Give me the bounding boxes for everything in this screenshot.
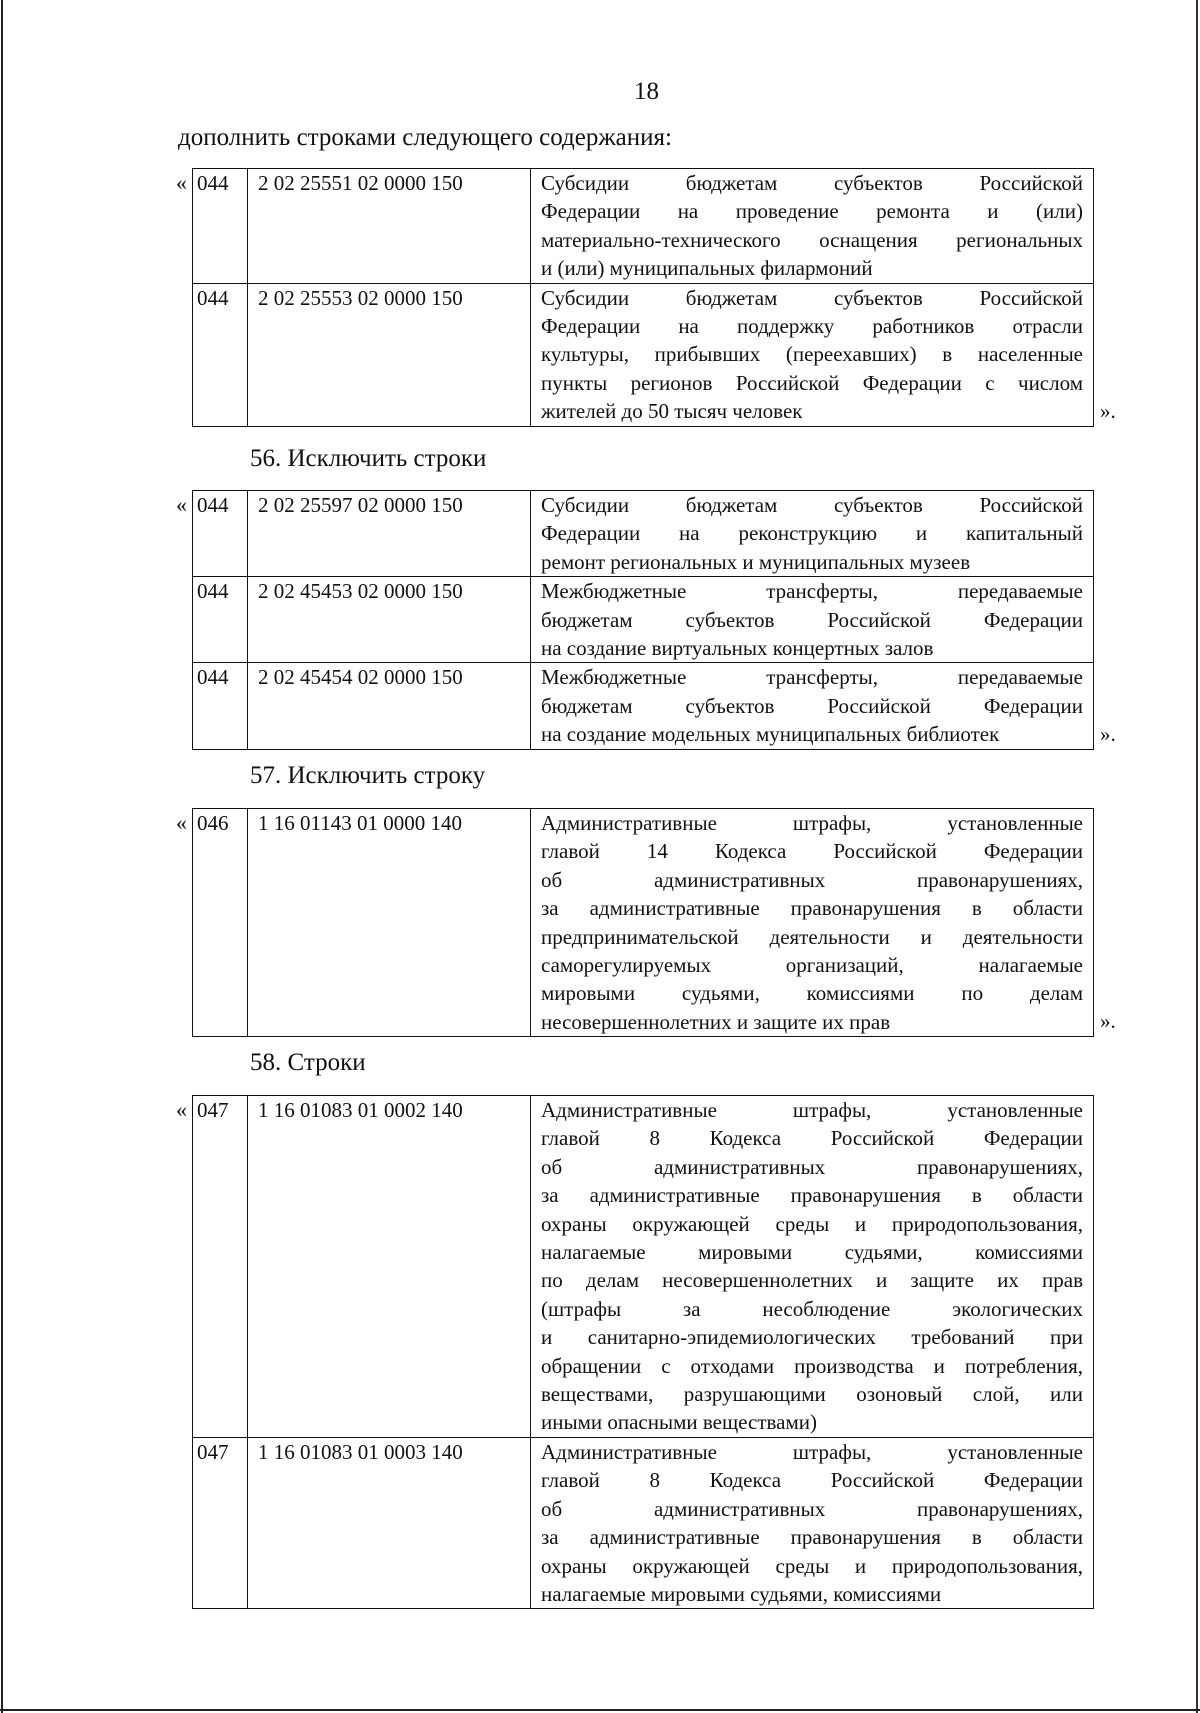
page-edge: [1196, 0, 1198, 1713]
description-line: Субсидии бюджетам субъектов Российской: [541, 493, 1083, 517]
open-quote: «: [176, 170, 187, 195]
description-line: налагаемые мировыми судьями, комиссиями: [541, 1240, 1083, 1265]
intro-text: дополнить строками следующего содержания:: [178, 124, 672, 151]
budget-code-cell: 2 02 45454 02 0000 150: [248, 663, 531, 749]
admin-code-cell: 044: [193, 491, 248, 577]
budget-codes-table: [192, 1095, 1094, 1609]
description-line: за административные правонарушения в области: [541, 896, 1083, 921]
description-line: бюджетам субъектов Российской Федерации: [541, 607, 1083, 632]
section-heading-56: 56. Исключить строки: [250, 445, 487, 472]
description-line: на создание модельных муниципальных библиотек: [541, 722, 1000, 747]
description-line: Административные штрафы, установленные: [541, 1098, 1083, 1122]
description-line: бюджетам субъектов Российской Федерации: [541, 693, 1083, 718]
description-line: главой 8 Кодекса Российской Федерации: [541, 1468, 1083, 1493]
admin-code-cell: 044: [193, 577, 248, 663]
description-line: по делам несовершеннолетних и защите их прав: [541, 1268, 1083, 1293]
section-heading-58: 58. Строки: [250, 1049, 366, 1076]
description-line: жителей до 50 тысяч человек: [541, 399, 803, 424]
page-edge: [1, 0, 3, 1713]
table-row: [193, 1437, 1094, 1608]
description-line: иными опасными веществами): [541, 1410, 817, 1435]
budget-code-cell: 2 02 45453 02 0000 150: [248, 577, 531, 663]
admin-code-cell: 044: [193, 663, 248, 749]
description-line: об административных правонарушениях,: [541, 1154, 1083, 1179]
budget-codes-table: [192, 808, 1094, 1037]
description-line: об административных правонарушениях,: [541, 867, 1083, 892]
description-line: на создание виртуальных концертных залов: [541, 636, 934, 661]
description-cell: [531, 1096, 1094, 1438]
description-line: пункты регионов Российской Федерации с числом: [541, 370, 1083, 395]
description-line: охраны окружающей среды и природопользования,: [541, 1211, 1083, 1236]
budget-code-cell: 1 16 01083 01 0002 140: [248, 1096, 531, 1438]
admin-code-cell: 047: [193, 1096, 248, 1438]
admin-code-cell: 044: [193, 169, 248, 284]
page-number: 18: [634, 78, 659, 105]
description-line: Межбюджетные трансферты, передаваемые: [541, 665, 1083, 690]
description-line: Межбюджетные трансферты, передаваемые: [541, 579, 1083, 604]
description-line: несовершеннолетних и защите их прав: [541, 1009, 891, 1034]
description-line: и (или) муниципальных филармоний: [541, 256, 873, 281]
description-line: Федерации на поддержку работников отрасли: [541, 314, 1083, 339]
section-heading-57: 57. Исключить строку: [250, 762, 486, 789]
description-line: (штрафы за несоблюдение экологических: [541, 1296, 1083, 1321]
description-cell: [531, 169, 1094, 284]
description-line: об административных правонарушениях,: [541, 1496, 1083, 1521]
description-line: Административные штрафы, установленные: [541, 1439, 1083, 1464]
table-row: [193, 1096, 1094, 1438]
budget-codes-table: [192, 490, 1094, 750]
budget-code-cell: 2 02 25551 02 0000 150: [248, 169, 531, 284]
table-row: [193, 283, 1094, 426]
admin-code-cell: 046: [193, 809, 248, 1037]
table-row: [193, 491, 1094, 577]
table-row: [193, 169, 1094, 284]
description-line: предпринимательской деятельности и деятельности: [541, 924, 1083, 949]
close-quote: ».: [1100, 399, 1116, 423]
description-line: культуры, прибывших (переехавших) в населенные: [541, 342, 1083, 367]
open-quote: «: [176, 810, 187, 835]
description-cell: [531, 663, 1094, 749]
budget-code-cell: 1 16 01083 01 0003 140: [248, 1437, 531, 1608]
description-cell: [531, 577, 1094, 663]
budget-code-cell: 2 02 25553 02 0000 150: [248, 283, 531, 426]
description-line: веществами, разрушающими озоновый слой, или: [541, 1382, 1083, 1407]
admin-code-cell: 047: [193, 1437, 248, 1608]
description-cell: [531, 809, 1094, 1037]
table-row: [193, 809, 1094, 1037]
close-quote: ».: [1100, 1009, 1116, 1033]
description-line: обращении с отходами производства и потребления,: [541, 1353, 1083, 1378]
description-line: саморегулируемых организаций, налагаемые: [541, 953, 1083, 978]
page-edge: [0, 1709, 1200, 1711]
description-line: Субсидии бюджетам субъектов Российской: [541, 285, 1083, 310]
open-quote: «: [176, 1097, 187, 1122]
table-row: [193, 577, 1094, 663]
description-line: Федерации на проведение ремонта и (или): [541, 199, 1083, 224]
admin-code-cell: 044: [193, 283, 248, 426]
description-line: и санитарно-эпидемиологических требований при: [541, 1325, 1083, 1350]
budget-code-cell: 1 16 01143 01 0000 140: [248, 809, 531, 1037]
budget-code-cell: 2 02 25597 02 0000 150: [248, 491, 531, 577]
budget-codes-table: [192, 168, 1094, 427]
description-cell: [531, 283, 1094, 426]
description-line: главой 14 Кодекса Российской Федерации: [541, 839, 1083, 864]
description-line: Административные штрафы, установленные: [541, 811, 1083, 835]
description-line: Федерации на реконструкцию и капитальный: [541, 521, 1083, 546]
description-line: Субсидии бюджетам субъектов Российской: [541, 171, 1083, 195]
close-quote: ».: [1100, 722, 1116, 746]
open-quote: «: [176, 492, 187, 517]
description-line: охраны окружающей среды и природопользования,: [541, 1553, 1083, 1578]
description-line: ремонт региональных и муниципальных музеев: [541, 549, 971, 574]
description-line: налагаемые мировыми судьями, комиссиями: [541, 1581, 942, 1606]
description-line: мировыми судьями, комиссиями по делам: [541, 981, 1083, 1006]
table-row: [193, 663, 1094, 749]
description-line: за административные правонарушения в области: [541, 1525, 1083, 1550]
description-line: главой 8 Кодекса Российской Федерации: [541, 1126, 1083, 1151]
description-line: материально-технического оснащения региональных: [541, 227, 1083, 252]
description-cell: [531, 491, 1094, 577]
description-cell: [531, 1437, 1094, 1608]
description-line: за административные правонарушения в области: [541, 1183, 1083, 1208]
